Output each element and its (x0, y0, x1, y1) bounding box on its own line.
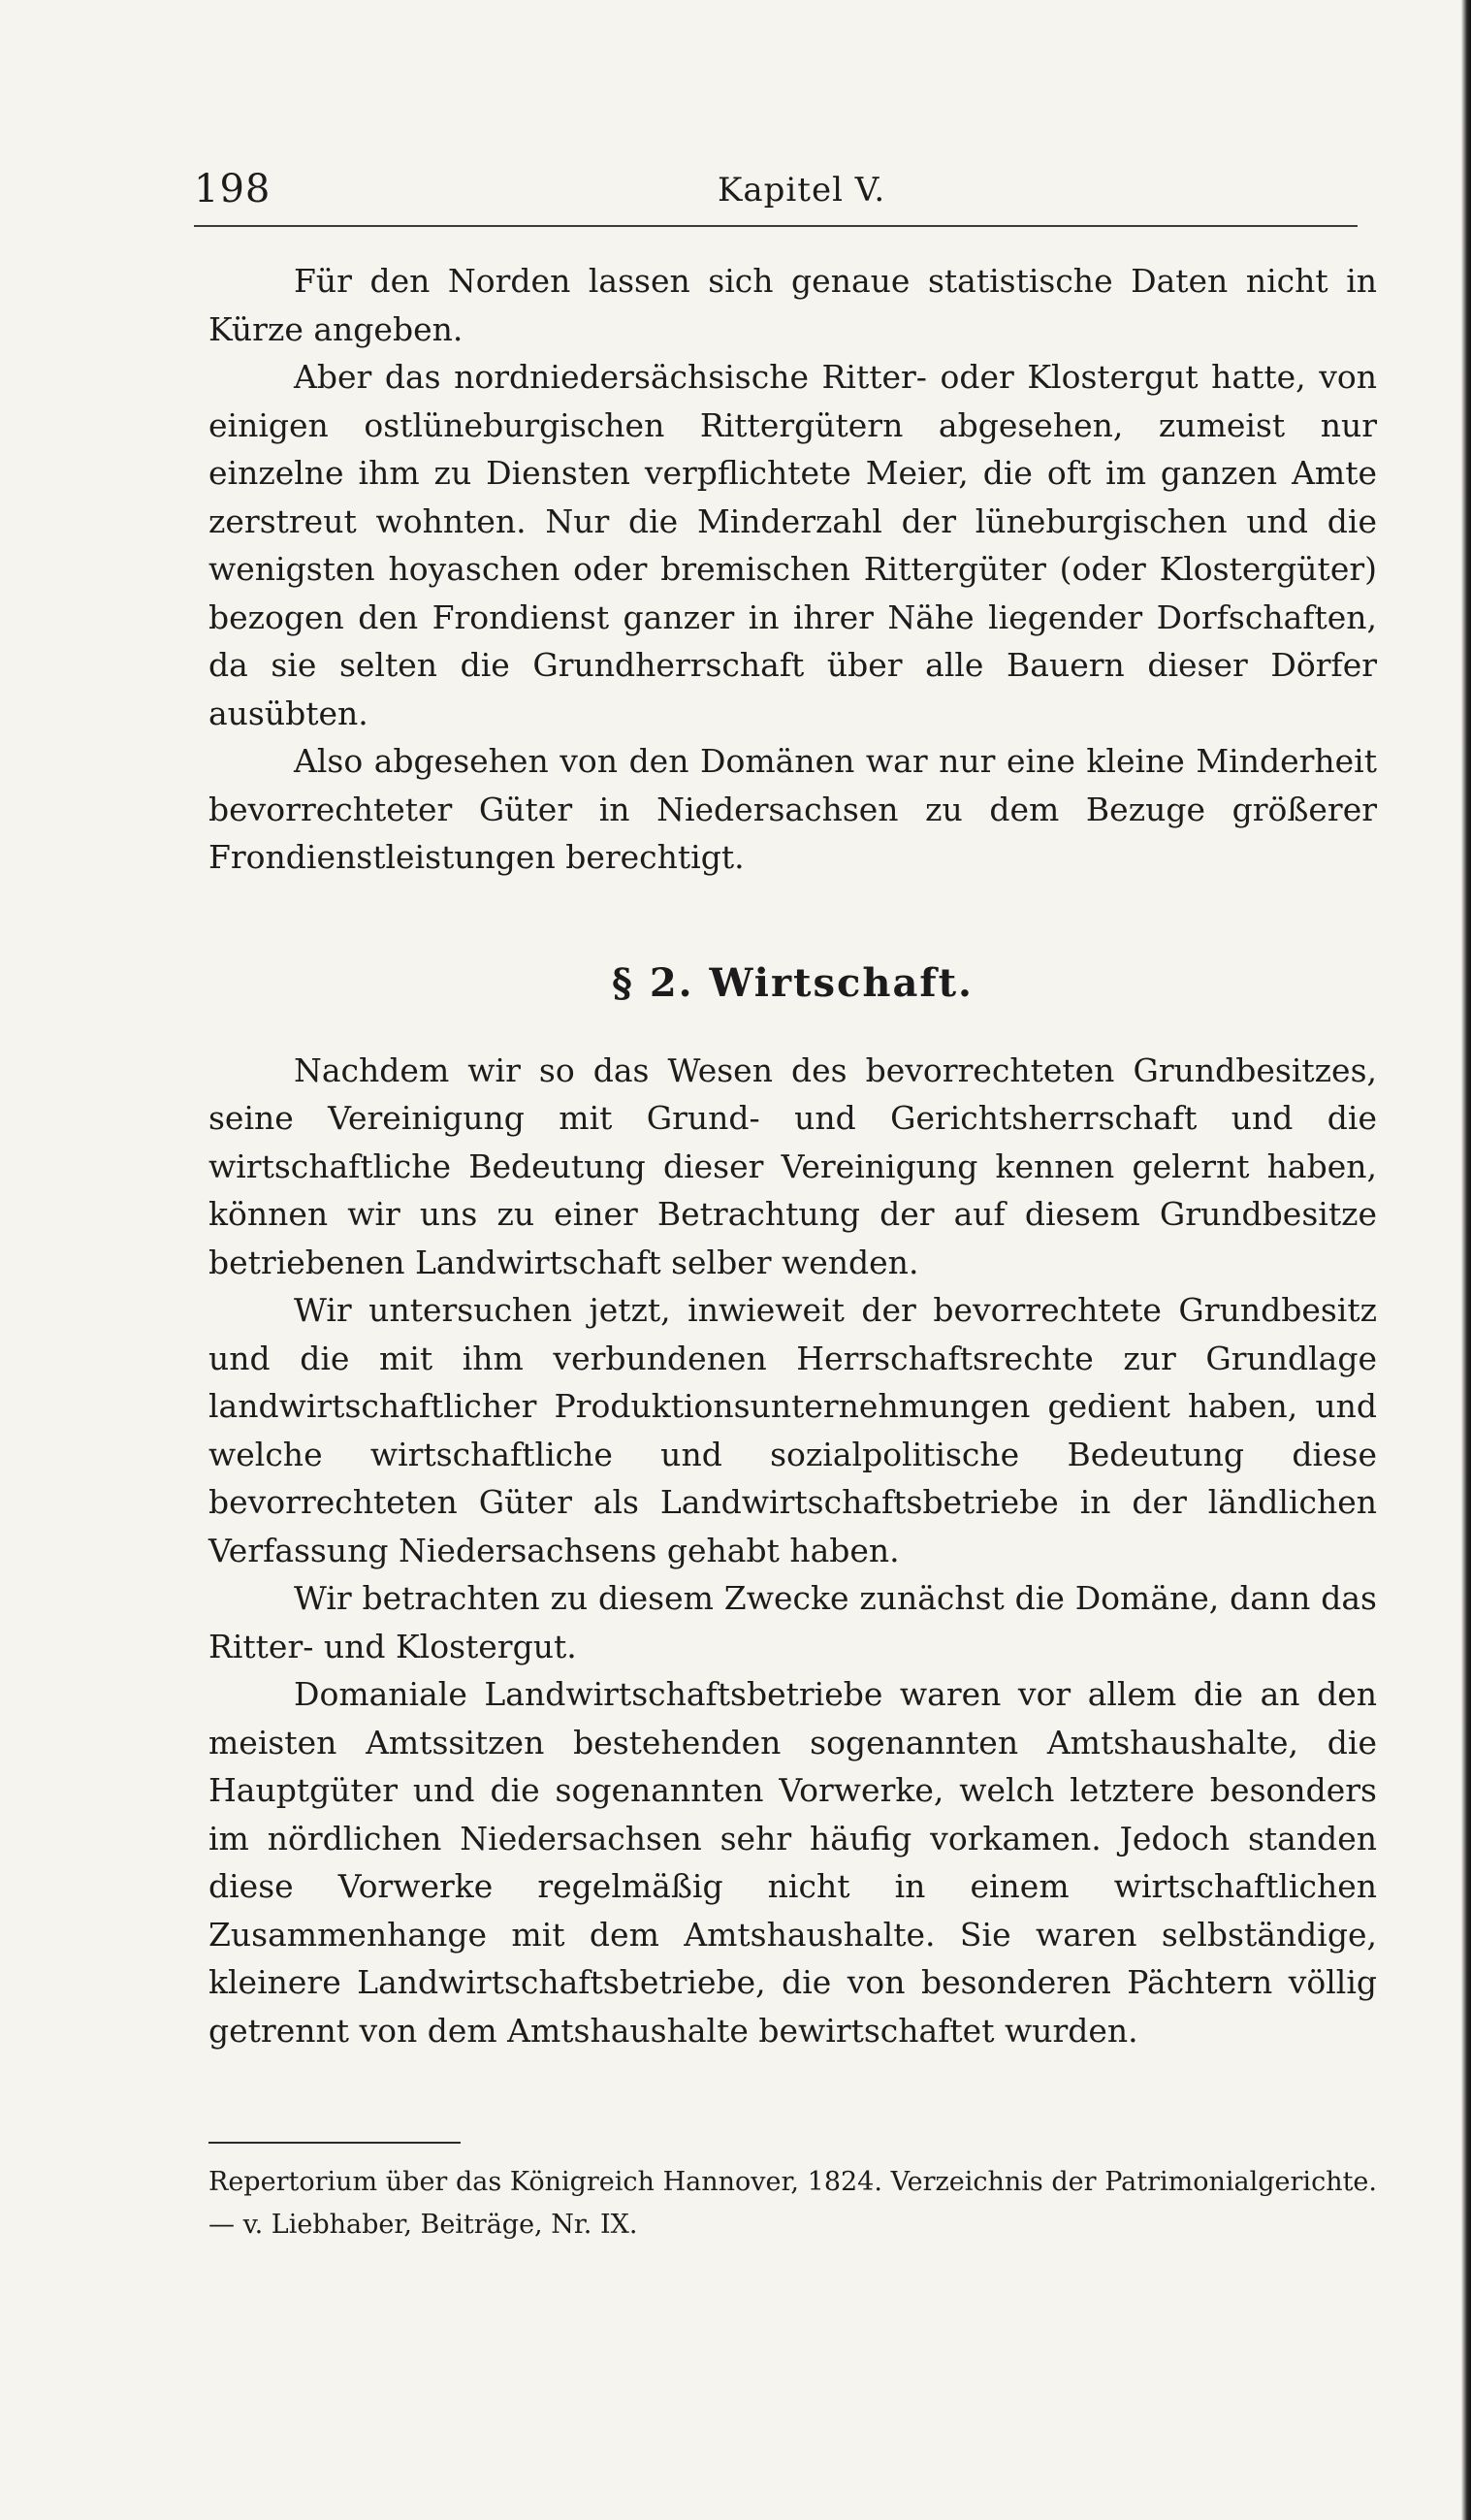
page-header (194, 167, 1358, 225)
section-heading: § 2. Wirtschaft. (612, 959, 974, 1006)
body-text (208, 257, 1377, 2054)
spacer (208, 882, 1377, 954)
paragraph: Aber das nordniedersächsische Ritter- oder Klostergut hatte, von einigen ostlüneburgischen Rittergütern abgesehen, zumeist nur einzelne ihm zu Diensten verpflichtete Meier, die oft im ganzen Amte zerstreut wohnten. Nur die Minderzahl der lüneburgischen und die wenigsten hoyaschen oder bremischen Rittergüter (oder Klostergüter) bezogen den Frondienst ganzer in ihrer Nähe liegender Dorfschaften, da sie selten die Grundherrschaft über alle Bauern dieser Dörfer ausübten. (208, 358, 1377, 732)
paragraph: Wir betrachten zu diesem Zwecke zunächst die Domäne, dann das Ritter- und Klostergut. (208, 1579, 1377, 1665)
paragraph: Also abgesehen von den Domänen war nur eine kleine Minderheit bevorrechteter Güter in Niedersachsen zu dem Bezuge größerer Frondienstleistungen berechtigt. (208, 742, 1377, 876)
paragraph: Wir untersuchen jetzt, inwieweit der bevorrechtete Grundbesitz und die mit ihm verbundenen Herrschaftsrechte zur Grundlage landwirtschaftlicher Produktionsunternehmungen gedient haben, und welche wirtschaftliche und sozialpolitische Bedeutung diese bevorrechteten Güter als Landwirtschaftsbetriebe in der ländlichen Verfassung Niedersachsens gehabt haben. (208, 1291, 1377, 1569)
footnote: Repertorium über das Königreich Hannover, 1824. Verzeichnis der Patrimonialgerichte. — v. Liebhaber, Beiträge, Nr. IX. (208, 2167, 1377, 2240)
paragraph: Für den Norden lassen sich genaue statistische Daten nicht in Kürze angeben. (208, 262, 1377, 348)
header-rule (194, 225, 1358, 227)
scan-edge (1461, 0, 1471, 2520)
paragraph: Domaniale Landwirtschaftsbetriebe waren vor allem die an den meisten Amtssitzen bestehenden sogenannten Amtshaushalte, die Hauptgüter und die sogenannten Vorwerke, welch letztere besonders im nördlichen Niedersachsen sehr häufig vorkamen. Jedoch standen diese Vorwerke regelmäßig nicht in einem wirtschaftlichen Zusammenhange mit dem Amtshaushalte. Sie waren selbständige, kleinere Landwirtschaftsbetriebe, die von besonderen Pächtern völlig getrennt von dem Amtshaushalte bewirtschaftet wurden. (208, 1675, 1377, 2050)
page-number: 198 (194, 167, 272, 211)
running-title: Kapitel V. (718, 171, 886, 210)
footnote-rule (208, 2142, 461, 2144)
paragraph: Nachdem wir so das Wesen des bevorrechteten Grundbesitzes, seine Vereinigung mit Grund- und Gerichtsherrschaft und die wirtschaftliche Bedeutung dieser Vereinigung kennen gelernt haben, können wir uns zu einer Betrachtung der auf diesem Grundbesitze betriebenen Landwirtschaft selber wenden. (208, 1050, 1377, 1281)
spacer (208, 1013, 1377, 1047)
